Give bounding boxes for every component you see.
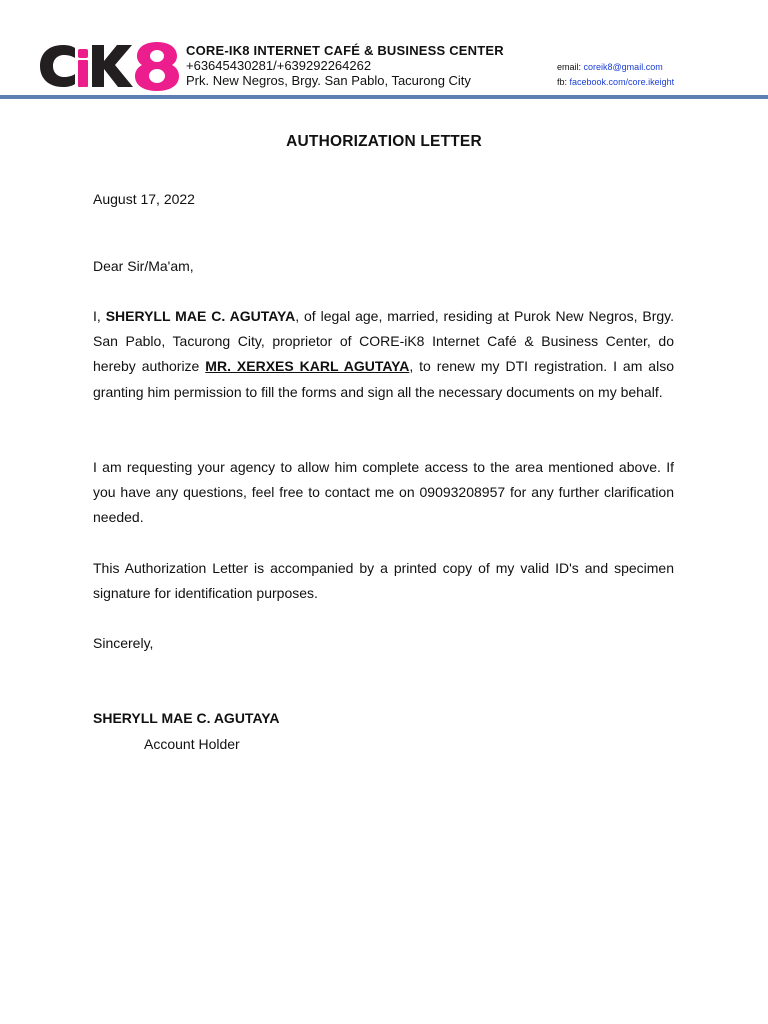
paragraph-access-request: I am requesting your agency to allow him complete access to the area mentioned above. If you have any questions, feel free to contact me on 09093208957 for any further clarification needed.: [93, 459, 674, 526]
paragraph1-middle: , of legal age, married, residing at Purok New Negros, Brgy. San Pablo, Tacurong City, proprietor of CORE-iK8 Internet Café & Business Center, do hereby authorize: [93, 308, 675, 375]
facebook-label: fb:: [557, 77, 568, 87]
email-link[interactable]: coreik8@gmail.com: [583, 62, 663, 72]
header-divider: [0, 95, 768, 99]
paragraph-authorization: [93, 304, 674, 405]
company-address: Prk. New Negros, Brgy. San Pablo, Tacurong City: [186, 73, 471, 88]
signatory-name: SHERYLL MAE C. AGUTAYA: [93, 710, 280, 726]
letter-date: August 17, 2022: [93, 191, 195, 207]
paragraph1-end: , to renew my DTI registration. I am also granting him permission to fill the forms and sign all the necessary documents on my behalf.: [93, 358, 674, 400]
company-name: CORE-IK8 INTERNET CAFÉ & BUSINESS CENTER: [186, 43, 504, 58]
company-phone: +63645430281/+639292264262: [186, 58, 372, 73]
facebook-line: [557, 77, 674, 87]
paragraph-attachments: This Authorization Letter is accompanied by a printed copy of my valid ID's and specimen signature for identification purposes.: [93, 560, 674, 602]
salutation: Dear Sir/Ma'am,: [93, 258, 194, 274]
grantor-name: SHERYLL MAE C. AGUTAYA: [105, 308, 296, 324]
closing: Sincerely,: [93, 635, 154, 651]
authorized-person-name: MR. XERXES KARL AGUTAYA: [205, 358, 410, 375]
letter-title: AUTHORIZATION LETTER: [286, 133, 482, 150]
paragraph1-intro: I,: [93, 308, 106, 324]
company-logo: [37, 39, 181, 93]
email-label: email:: [557, 62, 582, 72]
email-line: [557, 62, 663, 72]
signatory-title: Account Holder: [144, 736, 240, 752]
facebook-link[interactable]: facebook.com/core.ikeight: [569, 77, 675, 87]
